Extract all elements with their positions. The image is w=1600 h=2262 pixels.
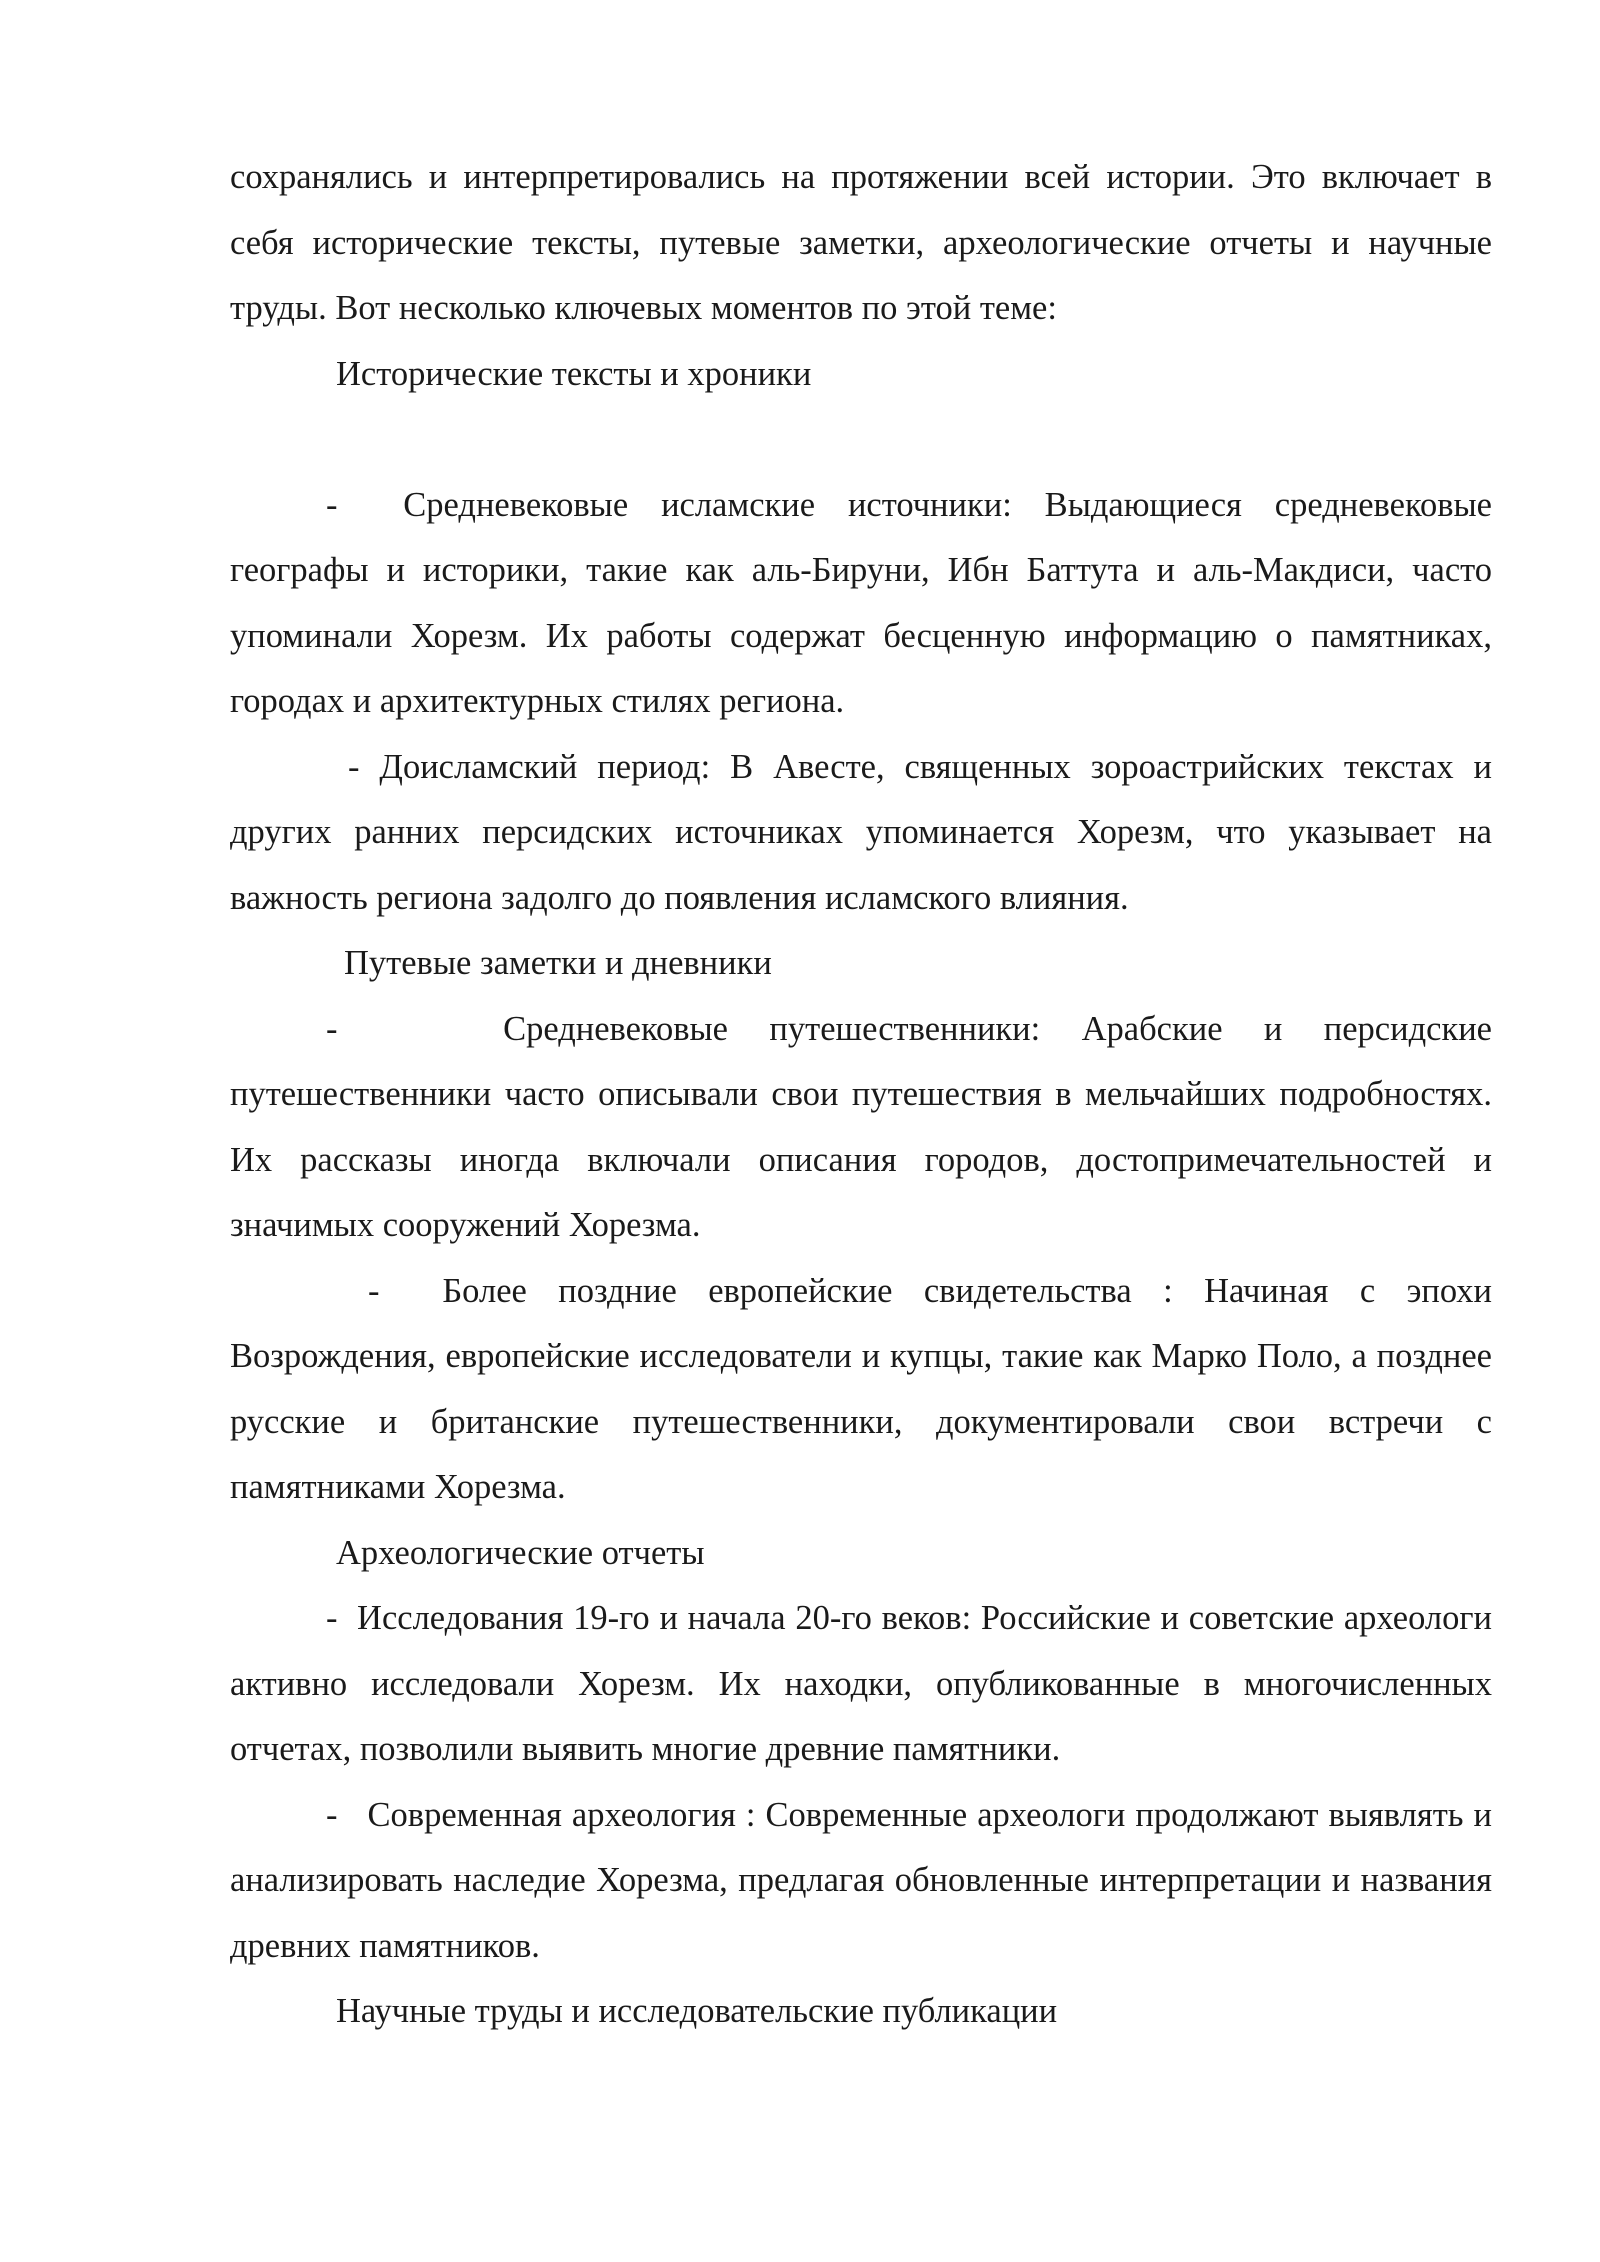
section-heading-archaeological-reports: Археологические отчеты — [336, 1533, 705, 1572]
list-item-later-european-accounts: - Более поздние европейские свидетельства : Начиная с эпохи Возрождения, европейские исследователи и купцы, такие как Марко Поло, а позднее русские и британские путешественники, документировали свои встречи с памятниками Хорезма. — [230, 1271, 1501, 1506]
list-item-medieval-islamic-sources: - Средневековые исламские источники: Выдающиеся средневековые географы и историки, такие как аль-Бируни, Ибн Баттута и аль-Макдиси, часто упоминали Хорезм. Их работы содержат бесценную информацию о памятниках, городах и архитектурных стилях региона. — [230, 485, 1501, 720]
list-item-pre-islamic-period: - Доисламский период: В Авесте, священных зороастрийских текстах и других ранних персидских источниках упоминается Хорезм, что указывает на важность региона задолго до появления исламского влияния. — [230, 747, 1501, 917]
list-item-19th-20th-century-research: - Исследования 19-го и начала 20-го веков: Российские и советские археологи активно исследовали Хорезм. Их находки, опубликованные в многочисленных отчетах, позволили выявить многие древние памятники. — [230, 1599, 1501, 1768]
section-heading-historical-texts: Исторические тексты и хроники — [336, 354, 812, 393]
document-body — [230, 145, 1501, 2045]
section-heading-scientific-works: Научные труды и исследовательские публикации — [336, 1992, 1058, 2030]
list-item-modern-archaeology: - Современная археология : Современные археологи продолжают выявлять и анализировать наследие Хорезма, предлагая обновленные интерпретации и названия древних памятников. — [230, 1795, 1501, 1965]
section-heading-travel-notes: Путевые заметки и дневники — [344, 944, 772, 982]
intro-paragraph: сохранялись и интерпретировались на протяжении всей истории. Это включает в себя исторические тексты, путевые заметки, археологические отчеты и научные труды. Вот несколько ключевых моментов по этой теме: — [230, 158, 1492, 327]
blank-line — [230, 407, 1492, 473]
list-item-medieval-travelers: - Средневековые путешественники: Арабские и персидские путешественники часто описывали свои путешествия в мельчайших подробностях. Их рассказы иногда включали описания городов, достопримечательностей и значимых сооружений Хорезма. — [230, 1009, 1501, 1244]
